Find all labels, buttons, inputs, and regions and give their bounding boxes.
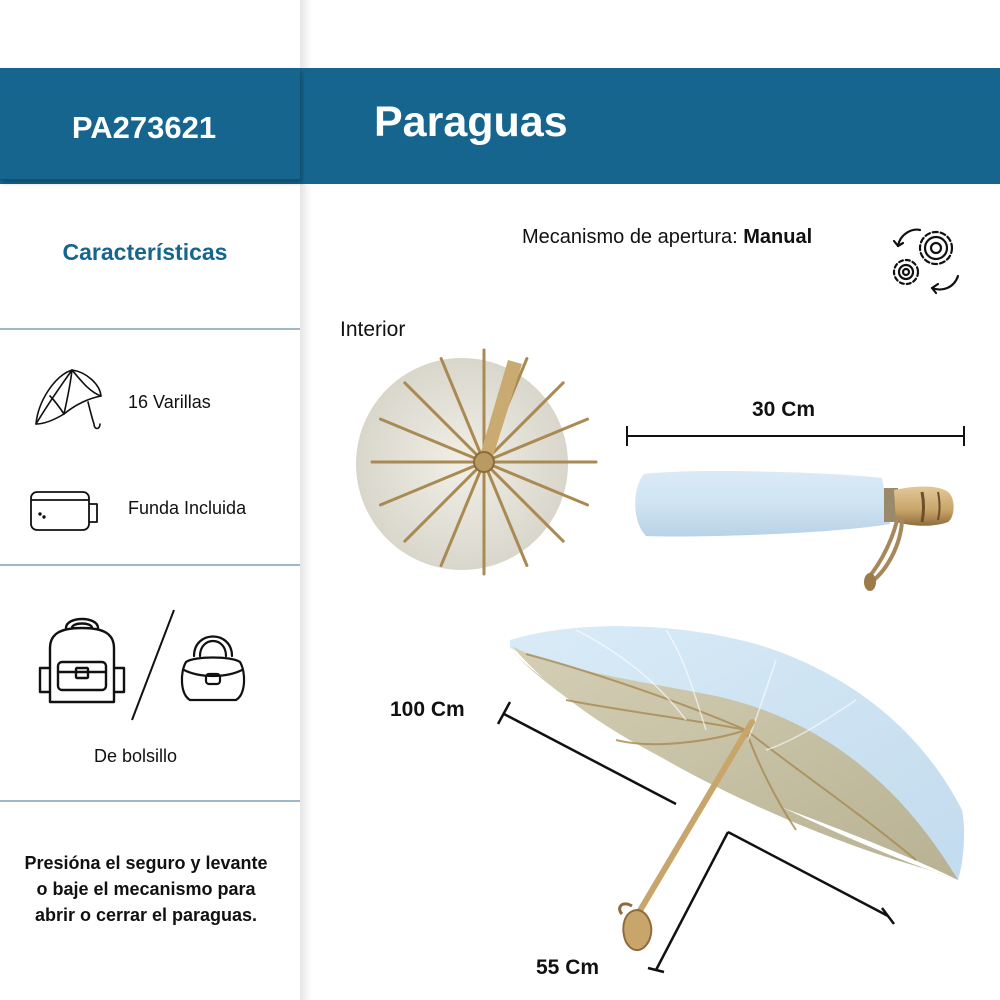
product-code: PA273621: [71, 110, 217, 145]
open-height-label: 55 Cm: [536, 956, 600, 979]
separator-slash: [128, 608, 178, 722]
handbag-icon: [176, 622, 250, 704]
mechanism-value: Manual: [743, 226, 813, 248]
closed-length-label: 30 Cm: [752, 398, 816, 421]
divider: [0, 564, 300, 566]
interior-label: Interior: [340, 318, 406, 341]
backpack-icon: [36, 612, 128, 712]
closed-umbrella-image: [632, 466, 966, 596]
feature-label-ribs: 16 Varillas: [128, 392, 211, 412]
features-heading: Características: [62, 239, 228, 265]
divider: [0, 328, 300, 330]
umbrella-interior-image: [354, 356, 570, 572]
open-diameter-dimension-line: [490, 700, 684, 810]
closed-length-dimension-line: [624, 424, 968, 448]
feature-label-pocket: De bolsillo: [94, 746, 178, 766]
open-diameter-label: 100 Cm: [390, 698, 465, 721]
mechanism-label: Mecanismo de apertura:: [522, 226, 738, 248]
instructions-text: Presióna el seguro y levante o baje el mecanismo para abrir o cerrar el paraguas.: [24, 853, 268, 925]
opening-mechanism: [522, 226, 812, 249]
umbrella-icon: [28, 362, 104, 438]
divider: [0, 800, 300, 802]
gears-icon: [888, 222, 968, 296]
sleeve-case-icon: [28, 486, 100, 534]
open-height-dimension-line: [644, 826, 896, 976]
product-title: Paraguas: [374, 98, 568, 146]
feature-label-sleeve: Funda Incluida: [128, 498, 247, 518]
